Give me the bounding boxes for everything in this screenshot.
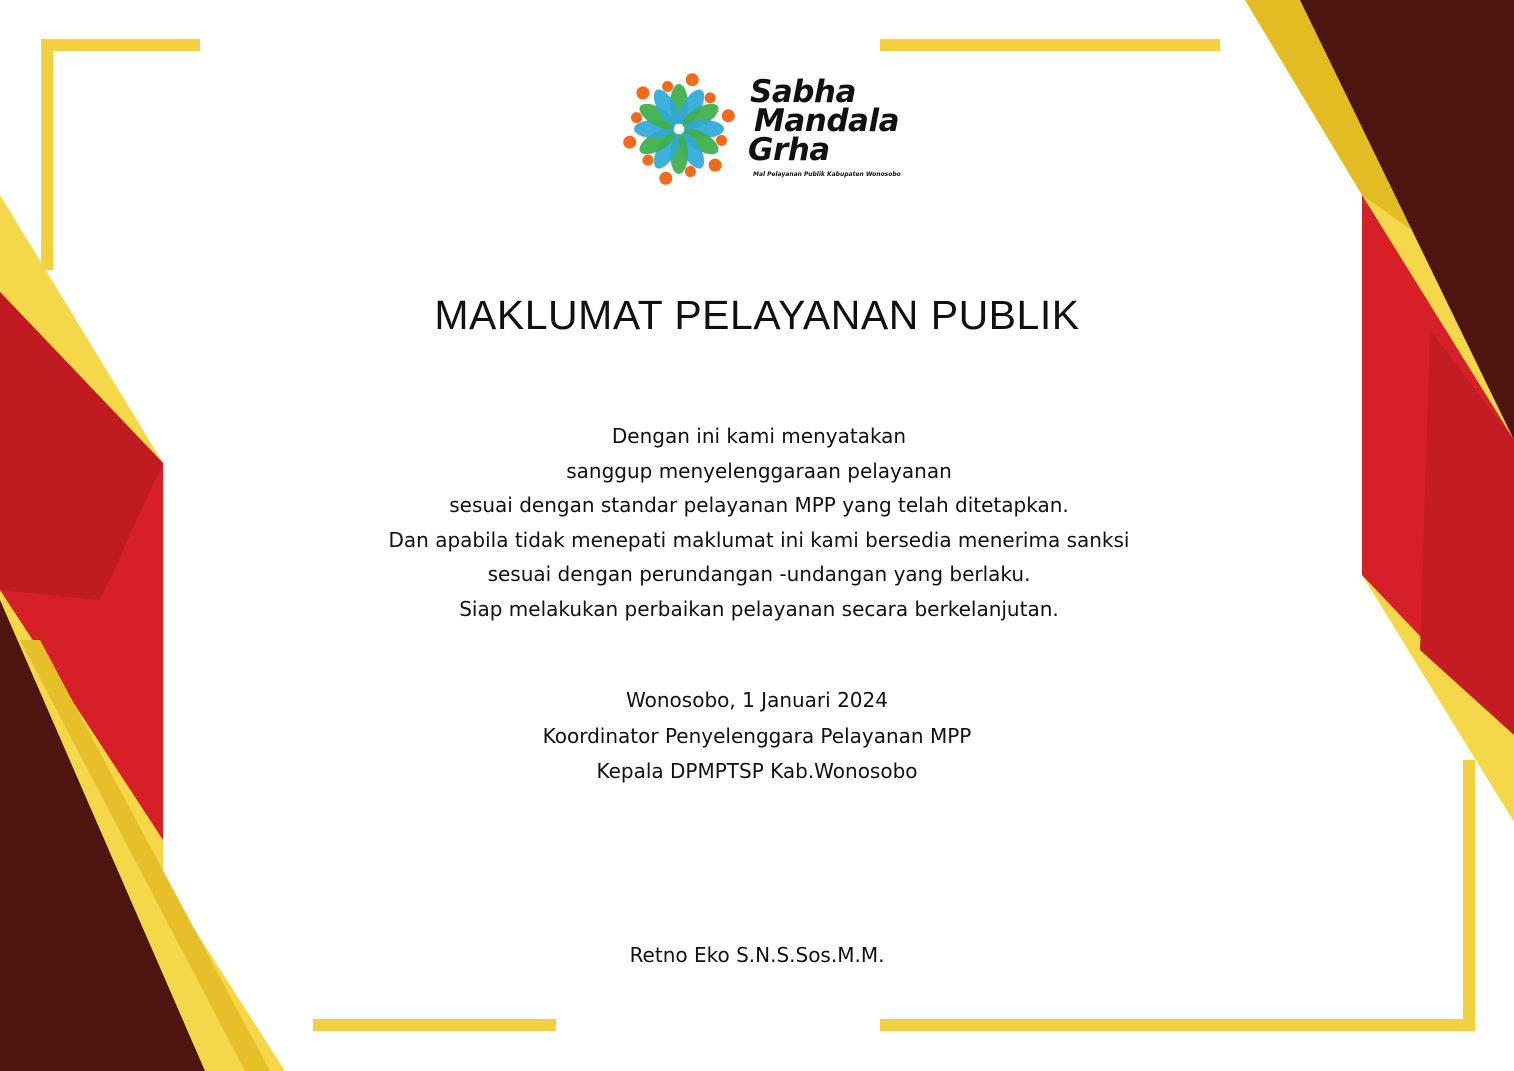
- logo-word-3: Grha: [748, 132, 830, 168]
- signer-office: Kepala DPMPTSP Kab.Wonosobo: [596, 759, 918, 783]
- signer-position: Koordinator Penyelenggara Pelayanan MPP: [542, 723, 972, 748]
- logo-wordmark: [748, 74, 899, 168]
- statement-line: Siap melakukan perbaikan pelayanan secara berkelanjutan.: [459, 596, 1059, 621]
- page-title: MAKLUMAT PELAYANAN PUBLIK: [434, 292, 1080, 338]
- logo-word-1: Sabha: [750, 74, 856, 110]
- statement-line: sesuai dengan perundangan -undangan yang berlaku.: [487, 562, 1031, 586]
- signature-block: [300, 683, 1214, 790]
- flower-emblem-icon: [620, 70, 738, 188]
- logo-tagline: Mal Pelayanan Publik Kabupaten Wonosobo: [753, 171, 901, 178]
- statement-body: [300, 419, 1218, 626]
- statement-line: sanggup menyelenggaraan pelayanan: [566, 458, 952, 483]
- signer-name: Retno Eko S.N.S.Sos.M.M.: [629, 943, 885, 967]
- statement-line: Dan apabila tidak menepati maklumat ini kami bersedia menerima sanksi: [388, 527, 1130, 552]
- statement-line: Dengan ini kami menyatakan: [611, 424, 907, 448]
- statement-line: sesuai dengan standar pelayanan MPP yang telah ditetapkan.: [449, 493, 1069, 517]
- place-date: Wonosobo, 1 Januari 2024: [626, 688, 888, 712]
- logo-word-2: Mandala: [754, 103, 899, 139]
- logo: [620, 70, 910, 190]
